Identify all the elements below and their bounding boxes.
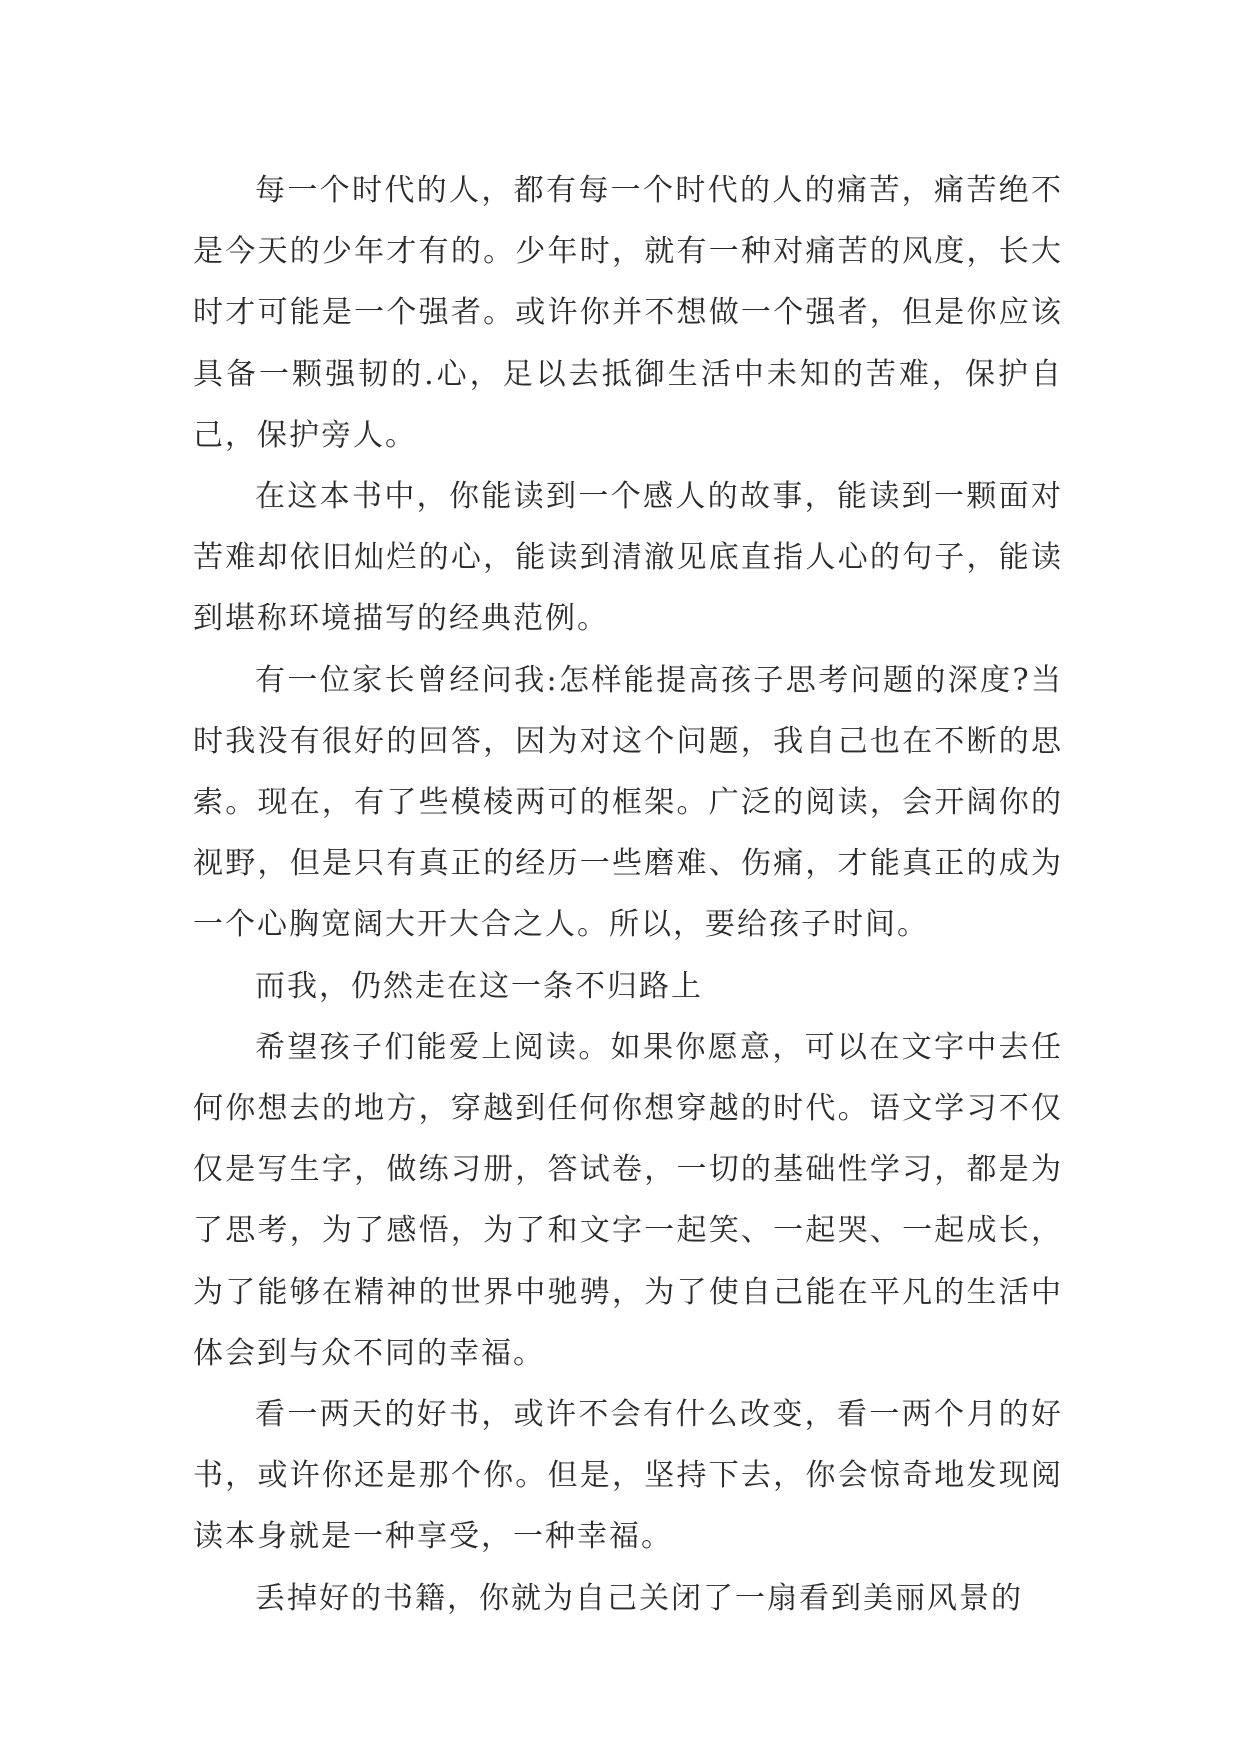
document-body (193, 160, 1063, 1629)
paragraph-4: 而我，仍然走在这一条不归路上 (255, 968, 703, 1004)
paragraph-1: 每一个时代的人，都有每一个时代的人的痛苦，痛苦绝不是今天的少年才有的。少年时，就有一种对痛苦的风度，长大时才可能是一个强者。或许你并不想做一个强者，但是你应该具备一颗强韧的.心，足以去抵御生活中未知的苦难，保护自己，保护旁人。 (193, 173, 1063, 453)
paragraph-5: 希望孩子们能爱上阅读。如果你愿意，可以在文字中去任何你想去的地方，穿越到任何你想穿越的时代。语文学习不仅仅是写生字，做练习册，答试卷，一切的基础性学习，都是为了思考，为了感悟，为了和文字一起笑、一起哭、一起成长，为了能够在精神的世界中驰骋，为了使自己能在平凡的生活中体会到与众不同的幸福。 (193, 1029, 1063, 1371)
paragraph-6: 看一两天的好书，或许不会有什么改变，看一两个月的好书，或许你还是那个你。但是，坚持下去，你会惊奇地发现阅读本身就是一种享受，一种幸福。 (193, 1397, 1063, 1555)
paragraph-7: 丢掉好的书籍，你就为自己关闭了一扇看到美丽风景的 (255, 1580, 1023, 1616)
paragraph-2: 在这本书中，你能读到一个感人的故事，能读到一颗面对苦难却依旧灿烂的心，能读到清澈见底直指人心的句子，能读到堪称环境描写的经典范例。 (193, 479, 1063, 637)
paragraph-3: 有一位家长曾经问我:怎样能提高孩子思考问题的深度?当时我没有很好的回答，因为对这个问题，我自己也在不断的思索。现在，有了些模棱两可的框架。广泛的阅读，会开阔你的视野，但是只有真正的经历一些磨难、伤痛，才能真正的成为一个心胸宽阔大开大合之人。所以，要给孩子时间。 (193, 662, 1063, 943)
